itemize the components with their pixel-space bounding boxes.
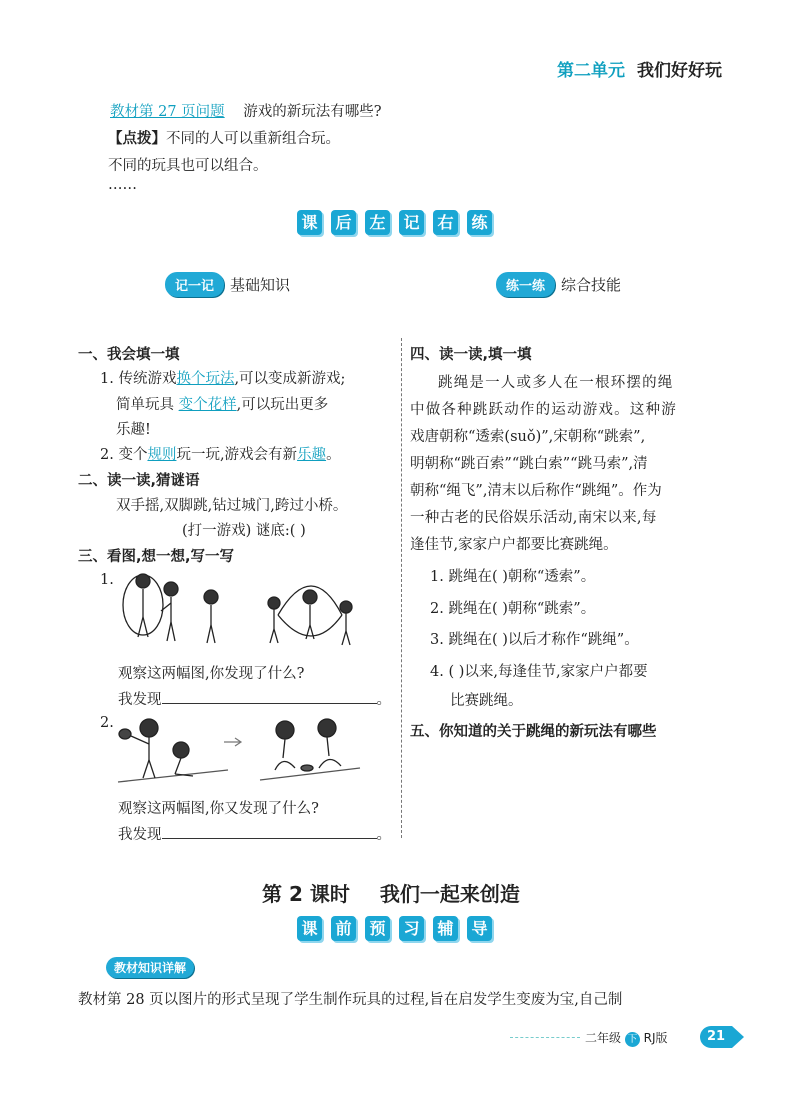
answer: 规则: [147, 447, 177, 463]
riddle-text: 双手摇,双脚跳,钻过城门,跨过小桥。: [116, 498, 348, 514]
volume-badge: 下: [625, 1032, 640, 1047]
text: ,可以变成新游戏;: [234, 371, 346, 387]
answer-line-1: [118, 688, 391, 709]
answer: 变个花样: [178, 397, 237, 413]
passage-line-3: 戏唐朝称“透索(suǒ)”,宋朝称“跳索”,: [410, 429, 646, 445]
banner-char: 练: [467, 210, 492, 235]
pic-number-1: 1.: [100, 572, 114, 588]
banner-char: 习: [399, 916, 424, 941]
answer: 换个玩法: [176, 371, 235, 387]
banner-char: 辅: [433, 916, 458, 941]
hint-line: [108, 127, 340, 148]
period: 。: [376, 692, 391, 708]
fill-question-1: 1. 跳绳在( )朝称“透索”。: [430, 569, 596, 585]
hint-text: 不同的人可以重新组合玩。: [166, 131, 340, 147]
page-arrow-icon: [732, 1026, 744, 1048]
banner-char: 记: [399, 210, 424, 235]
ellipsis: ……: [108, 177, 137, 193]
answer: 乐趣: [297, 447, 327, 463]
period: 。: [376, 827, 391, 843]
section-3-title: 三、看图,想一想,写一写: [78, 549, 235, 565]
badge-basic-knowledge: [165, 272, 290, 297]
answer-line-2: [118, 823, 391, 844]
grade-label: [585, 1029, 668, 1047]
badge-label: 综合技能: [561, 276, 622, 294]
s1-line-2: [116, 393, 328, 414]
fill-question-3: 3. 跳绳在( )以后才称作“跳绳”。: [430, 632, 639, 648]
observe-question-1: 观察这两幅图,你发现了什么?: [118, 666, 305, 682]
answer-blank[interactable]: [162, 837, 377, 839]
s1-line-1: [100, 367, 345, 388]
passage-line-2: 中做各种跳跃动作的运动游戏。这种游: [410, 402, 677, 418]
badge-pill: 教材知识详解: [106, 957, 194, 978]
textbook-question: [110, 100, 382, 121]
bottom-paragraph: 教材第 28 页以图片的形式呈现了学生制作玩具的过程,旨在启发学生变废为宝,自己制: [78, 992, 623, 1008]
text: 1. 传统游戏: [100, 371, 177, 387]
play-illustration-a: [113, 710, 233, 785]
passage-line-5: 朝称“绳飞”,清末以后称作“跳绳”。作为: [410, 483, 662, 499]
text: ,可以玩出更多: [236, 397, 329, 413]
lesson-title: [262, 878, 520, 907]
lesson-name: 我们一起来创造: [379, 882, 520, 906]
badge-pill: 练一练: [496, 272, 555, 297]
column-divider: [401, 338, 402, 838]
badge-textbook-detail: [106, 957, 194, 978]
found-label: 我发现: [118, 692, 162, 708]
banner-char: 导: [467, 916, 492, 941]
passage-line-4: 明朝称“跳百索”“跳白索”“跳马索”,清: [410, 456, 648, 472]
question-label: 教材第 27 页问题: [110, 104, 225, 120]
banner-char: 课: [297, 210, 322, 235]
jump-rope-illustration-a: [113, 567, 233, 647]
badge-comprehensive-skills: [496, 272, 621, 297]
jump-rope-illustration-b: [262, 567, 362, 647]
fill-question-4-cont: 比赛跳绳。: [450, 693, 523, 709]
banner-char: 后: [331, 210, 356, 235]
banner-char: 左: [365, 210, 390, 235]
s1-line-3: 乐趣!: [116, 422, 151, 438]
found-label: 我发现: [118, 827, 162, 843]
text: 玩一玩,游戏会有新: [176, 447, 298, 463]
passage-line-7: 逢佳节,家家户户都要比赛跳绳。: [410, 537, 618, 553]
arrow-icon: [222, 735, 246, 749]
banner-pre-class: [297, 916, 492, 941]
hint-label: 【点拨】: [108, 131, 166, 147]
page-number: 21: [700, 1026, 732, 1048]
text: 2. 变个: [100, 447, 148, 463]
fill-question-2: 2. 跳绳在( )朝称“跳索”。: [430, 601, 596, 617]
banner-char: 预: [365, 916, 390, 941]
section-1-title: 一、我会填一填: [78, 347, 180, 363]
lesson-number: 第 2 课时: [262, 882, 350, 906]
passage-line-6: 一种古老的民俗娱乐活动,南宋以来,每: [410, 510, 657, 526]
text: 。: [326, 447, 341, 463]
banner-char: 课: [297, 916, 322, 941]
section-5-title: 五、你知道的关于跳绳的新玩法有哪些: [410, 724, 657, 740]
hint-line-2: 不同的玩具也可以组合。: [108, 158, 268, 174]
banner-after-class: [297, 210, 492, 235]
s1-line-4: [100, 443, 341, 464]
footer-divider: [510, 1037, 580, 1038]
page-header: [557, 56, 722, 81]
unit-title: 我们好好玩: [637, 61, 722, 81]
observe-question-2: 观察这两幅图,你又发现了什么?: [118, 801, 319, 817]
answer-blank[interactable]: [162, 702, 377, 704]
section-2-title: 二、读一读,猜谜语: [78, 473, 200, 489]
badge-pill: 记一记: [165, 272, 224, 297]
riddle-answer: (打一游戏) 谜底:( ): [182, 523, 306, 539]
unit-label: 第二单元: [557, 61, 625, 81]
fill-question-4: 4. ( )以来,每逢佳节,家家户户都要: [430, 664, 648, 680]
section-4-title: 四、读一读,填一填: [410, 347, 532, 363]
passage-line-1: 跳绳是一人或多人在一根环摆的绳: [438, 375, 674, 391]
banner-char: 右: [433, 210, 458, 235]
play-illustration-b: [255, 710, 365, 785]
text: 简单玩具: [116, 397, 179, 413]
edition: RJ版: [643, 1031, 668, 1045]
grade: 二年级: [585, 1031, 622, 1045]
banner-char: 前: [331, 916, 356, 941]
badge-label: 基础知识: [230, 276, 291, 294]
pic-number-2: 2.: [100, 715, 114, 731]
question-text: 游戏的新玩法有哪些?: [243, 104, 382, 120]
